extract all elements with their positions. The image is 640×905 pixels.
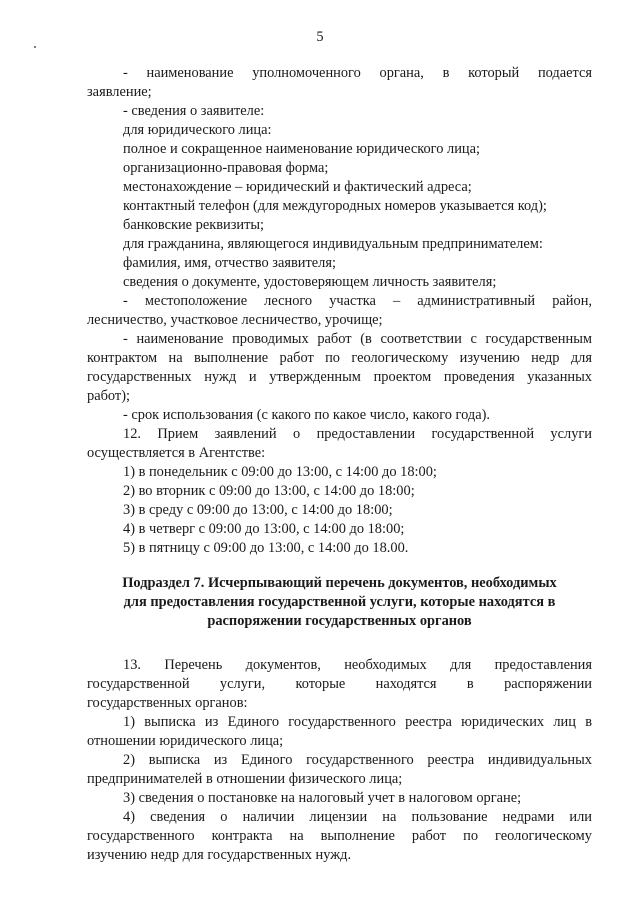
- page-content: [87, 64, 592, 865]
- text-line: для гражданина, являющегося индивидуальным предпринимателем:: [123, 236, 543, 252]
- text-line: - наименование проводимых работ (в соответствии с государственным: [123, 331, 592, 347]
- text-line: - срок использования (с какого по какое число, какого года).: [123, 407, 490, 423]
- text-line: - наименование уполномоченного органа, в который подается: [123, 65, 592, 81]
- text-line: организационно-правовая форма;: [123, 160, 329, 176]
- text-line: отношении юридического лица;: [87, 733, 284, 749]
- text-line: 3) сведения о постановке на налоговый учет в налоговом органе;: [123, 790, 522, 806]
- text-line: местонахождение – юридический и фактический адреса;: [123, 179, 472, 195]
- text-line: контрактом на выполнение работ по геологическому изучению недр для: [87, 350, 592, 366]
- text-line: предпринимателей в отношении физического лица;: [87, 771, 403, 787]
- text-line: 4) сведения о наличии лицензии на пользование недрами или: [123, 809, 592, 825]
- text-line: 3) в среду с 09:00 до 13:00, с 14:00 до 18:00;: [123, 502, 393, 518]
- text-line: государственной услуги, которые находятся в распоряжении: [87, 676, 592, 692]
- text-line: контактный телефон (для междугородных номеров указывается код);: [123, 198, 547, 214]
- requirements-block: [87, 64, 592, 558]
- text-line: полное и сокращенное наименование юридического лица;: [123, 141, 480, 157]
- text-line: работ);: [87, 388, 130, 404]
- text-line: - местоположение лесного участка – административный район,: [123, 293, 592, 309]
- text-line: осуществляется в Агентстве:: [87, 445, 266, 461]
- documents-list-block: [87, 656, 592, 865]
- text-line: изучению недр для государственных нужд.: [87, 847, 352, 863]
- text-line: сведения о документе, удостоверяющем личность заявителя;: [123, 274, 497, 290]
- text-line: лесничество, участковое лесничество, урочище;: [87, 312, 383, 328]
- text-line: 4) в четверг с 09:00 до 13:00, с 14:00 до 18:00;: [123, 521, 405, 537]
- text-line: 12. Прием заявлений о предоставлении государственной услуги: [123, 426, 592, 442]
- text-line: 2) во вторник с 09:00 до 13:00, с 14:00 до 18:00;: [123, 483, 415, 499]
- text-line: 5) в пятницу с 09:00 до 13:00, с 14:00 до 18.00.: [123, 540, 409, 556]
- page-number: 5: [316, 29, 324, 45]
- text-line: 1) выписка из Единого государственного реестра юридических лиц в: [123, 714, 592, 730]
- text-line: фамилия, имя, отчество заявителя;: [123, 255, 336, 271]
- text-line: государственных органов:: [87, 695, 248, 711]
- text-line: банковские реквизиты;: [123, 217, 265, 233]
- text-line: 2) выписка из Единого государственного реестра индивидуальных: [123, 752, 592, 768]
- text-line: 1) в понедельник с 09:00 до 13:00, с 14:00 до 18:00;: [123, 464, 437, 480]
- text-line: 13. Перечень документов, необходимых для предоставления: [123, 657, 592, 673]
- text-line: государственного контракта на выполнение работ по геологическому: [87, 828, 592, 844]
- section-heading: [87, 574, 592, 631]
- scan-speck: [34, 46, 36, 48]
- text-line: заявление;: [87, 84, 152, 100]
- text-line: для юридического лица:: [123, 122, 272, 138]
- section-heading-line: для предоставления государственной услуги, которые находятся в: [123, 594, 556, 610]
- section-heading-line: распоряжении государственных органов: [207, 613, 472, 629]
- text-line: - сведения о заявителе:: [123, 103, 265, 119]
- section-heading-line: Подраздел 7. Исчерпывающий перечень документов, необходимых: [122, 575, 557, 591]
- text-line: государственных нужд и утвержденным проектом проведения указанных: [87, 369, 592, 385]
